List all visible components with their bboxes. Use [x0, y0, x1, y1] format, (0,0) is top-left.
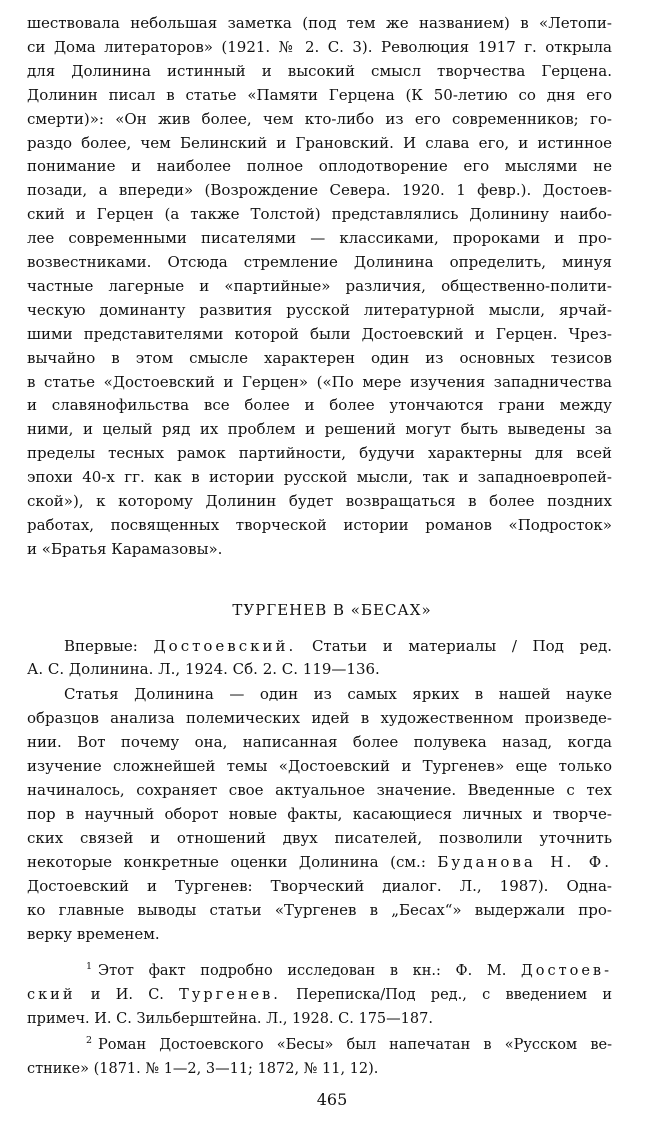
text-line: ской»), к которому Долинин будет возвращаться в более поздних [27, 492, 612, 510]
text-line: работах, посвященных творческой истории романов «Подросток» [27, 515, 612, 534]
text-line: некоторые конкретные оценки Долинина (см.: Буданова Н. Ф. [27, 853, 612, 871]
footnote-2: $^2$ Роман Достоевского «Бесы» был напечатан в «Русском ве- [86, 1035, 612, 1053]
text-line: понимание и наиболее полное оплодотворение его мыслями не [27, 157, 612, 176]
footnote-2-line: стнике» (1871. № 1—2, 3—11; 1872, № 11, 12). [27, 1061, 379, 1077]
text-line: верку временем. [27, 925, 160, 943]
text-line: лее современными писателями — классиками, пророками и про- [27, 229, 612, 248]
text-line: начиналось, сохраняет свое актуальное значение. Введенные с тех [27, 781, 612, 799]
text-line: Долинин писал в статье «Памяти Герцена (К 50-летию со дня его [27, 85, 612, 104]
text-line: си Дома литераторов» (1921. № 2. С. 3). Революция 1917 г. открыла [27, 37, 612, 56]
text-line: ними, и целый ряд их проблем и решений могут быть выведены за [27, 420, 612, 439]
text-line: Статья Долинина — один из самых ярких в нашей науке [64, 685, 612, 703]
page-number: 465 [316, 1090, 348, 1109]
text-line: пор в научный оборот новые факты, касающиеся личных и творче- [27, 805, 612, 823]
author-name: Достоевский. [153, 637, 297, 655]
text-line: позади, а впереди» (Возрождение Севера. 1920. 1 февр.). Достоев- [27, 181, 612, 200]
text-line: ко главные выводы статьи «Тургенев в „Бесах“» выдержали про- [27, 901, 612, 919]
text-line: шествовала небольшая заметка (под тем же названием) в «Летопи- [27, 14, 612, 32]
text-line: раздо более, чем Белинский и Грановский. И слава его, и истинное [27, 133, 612, 152]
text-line: нии. Вот почему она, написанная более полувека назад, когда [27, 733, 612, 751]
text-line: шими представителями которой были Достоевский и Герцен. Чрез- [27, 324, 612, 343]
footnote-marker: 1 [86, 961, 93, 972]
text-line: вычайно в этом смысле характерен один из основных тезисов [27, 348, 612, 367]
text-line: пределы тесных рамок партийности, будучи характерны для всей [27, 444, 612, 463]
text-line: Достоевский и Тургенев: Творческий диалог. Л., 1987). Одна- [27, 877, 612, 895]
footnote-marker: 2 [86, 1035, 93, 1046]
text-line: эпохи 40-х гг. как в истории русской мысли, так и западноевропей- [27, 468, 612, 487]
text-line: изучение сложнейшей темы «Достоевский и Тургенев» еще только [27, 757, 612, 775]
footnote-1: $^1$ Этот факт подробно исследован в кн.: Ф. М. Достоев- [86, 961, 612, 979]
text-line: образцов анализа полемических идей в художественном произведе- [27, 709, 612, 727]
text-line: частные лагерные и «партийные» различия, общественно-полити- [27, 276, 612, 295]
text-line: в статье «Достоевский и Герцен» («По мере изучения западничества [27, 372, 612, 391]
text-line: для Долинина истинный и высокий смысл творчества Герцена. [27, 61, 612, 80]
text-line: возвестниками. Отсюда стремление Долинина определить, минуя [27, 253, 612, 271]
author-name: Буданова Н. Ф. [437, 853, 612, 871]
text-line: ческую доминанту развития русской литературной мысли, ярчай- [27, 300, 612, 319]
text-line: смерти)»: «Он жив более, чем кто-либо из его современников; го- [27, 109, 612, 128]
footnote-1-line: примеч. И. С. Зильберштейна. Л., 1928. С. 175—187. [27, 1011, 433, 1027]
text-line: Впервые: Достоевский. Статьи и материалы / Под ред. [64, 637, 612, 655]
text-line: и славянофильства все более и более утончаются грани между [27, 396, 612, 415]
text-line: и «Братья Карамазовы». [27, 539, 223, 558]
text-line: ский и Герцен (а также Толстой) представлялись Долинину наибо- [27, 205, 612, 224]
text-line: ских связей и отношений двух писателей, позволили уточнить [27, 829, 612, 847]
text-line: А. С. Долинина. Л., 1924. Сб. 2. С. 119—136. [27, 660, 380, 678]
footnote-1-line: ский и И. С. Тургенев. Переписка/Под ред., с введением и [27, 987, 612, 1003]
section-heading: ТУРГЕНЕВ В «БЕСАХ» [232, 601, 432, 619]
